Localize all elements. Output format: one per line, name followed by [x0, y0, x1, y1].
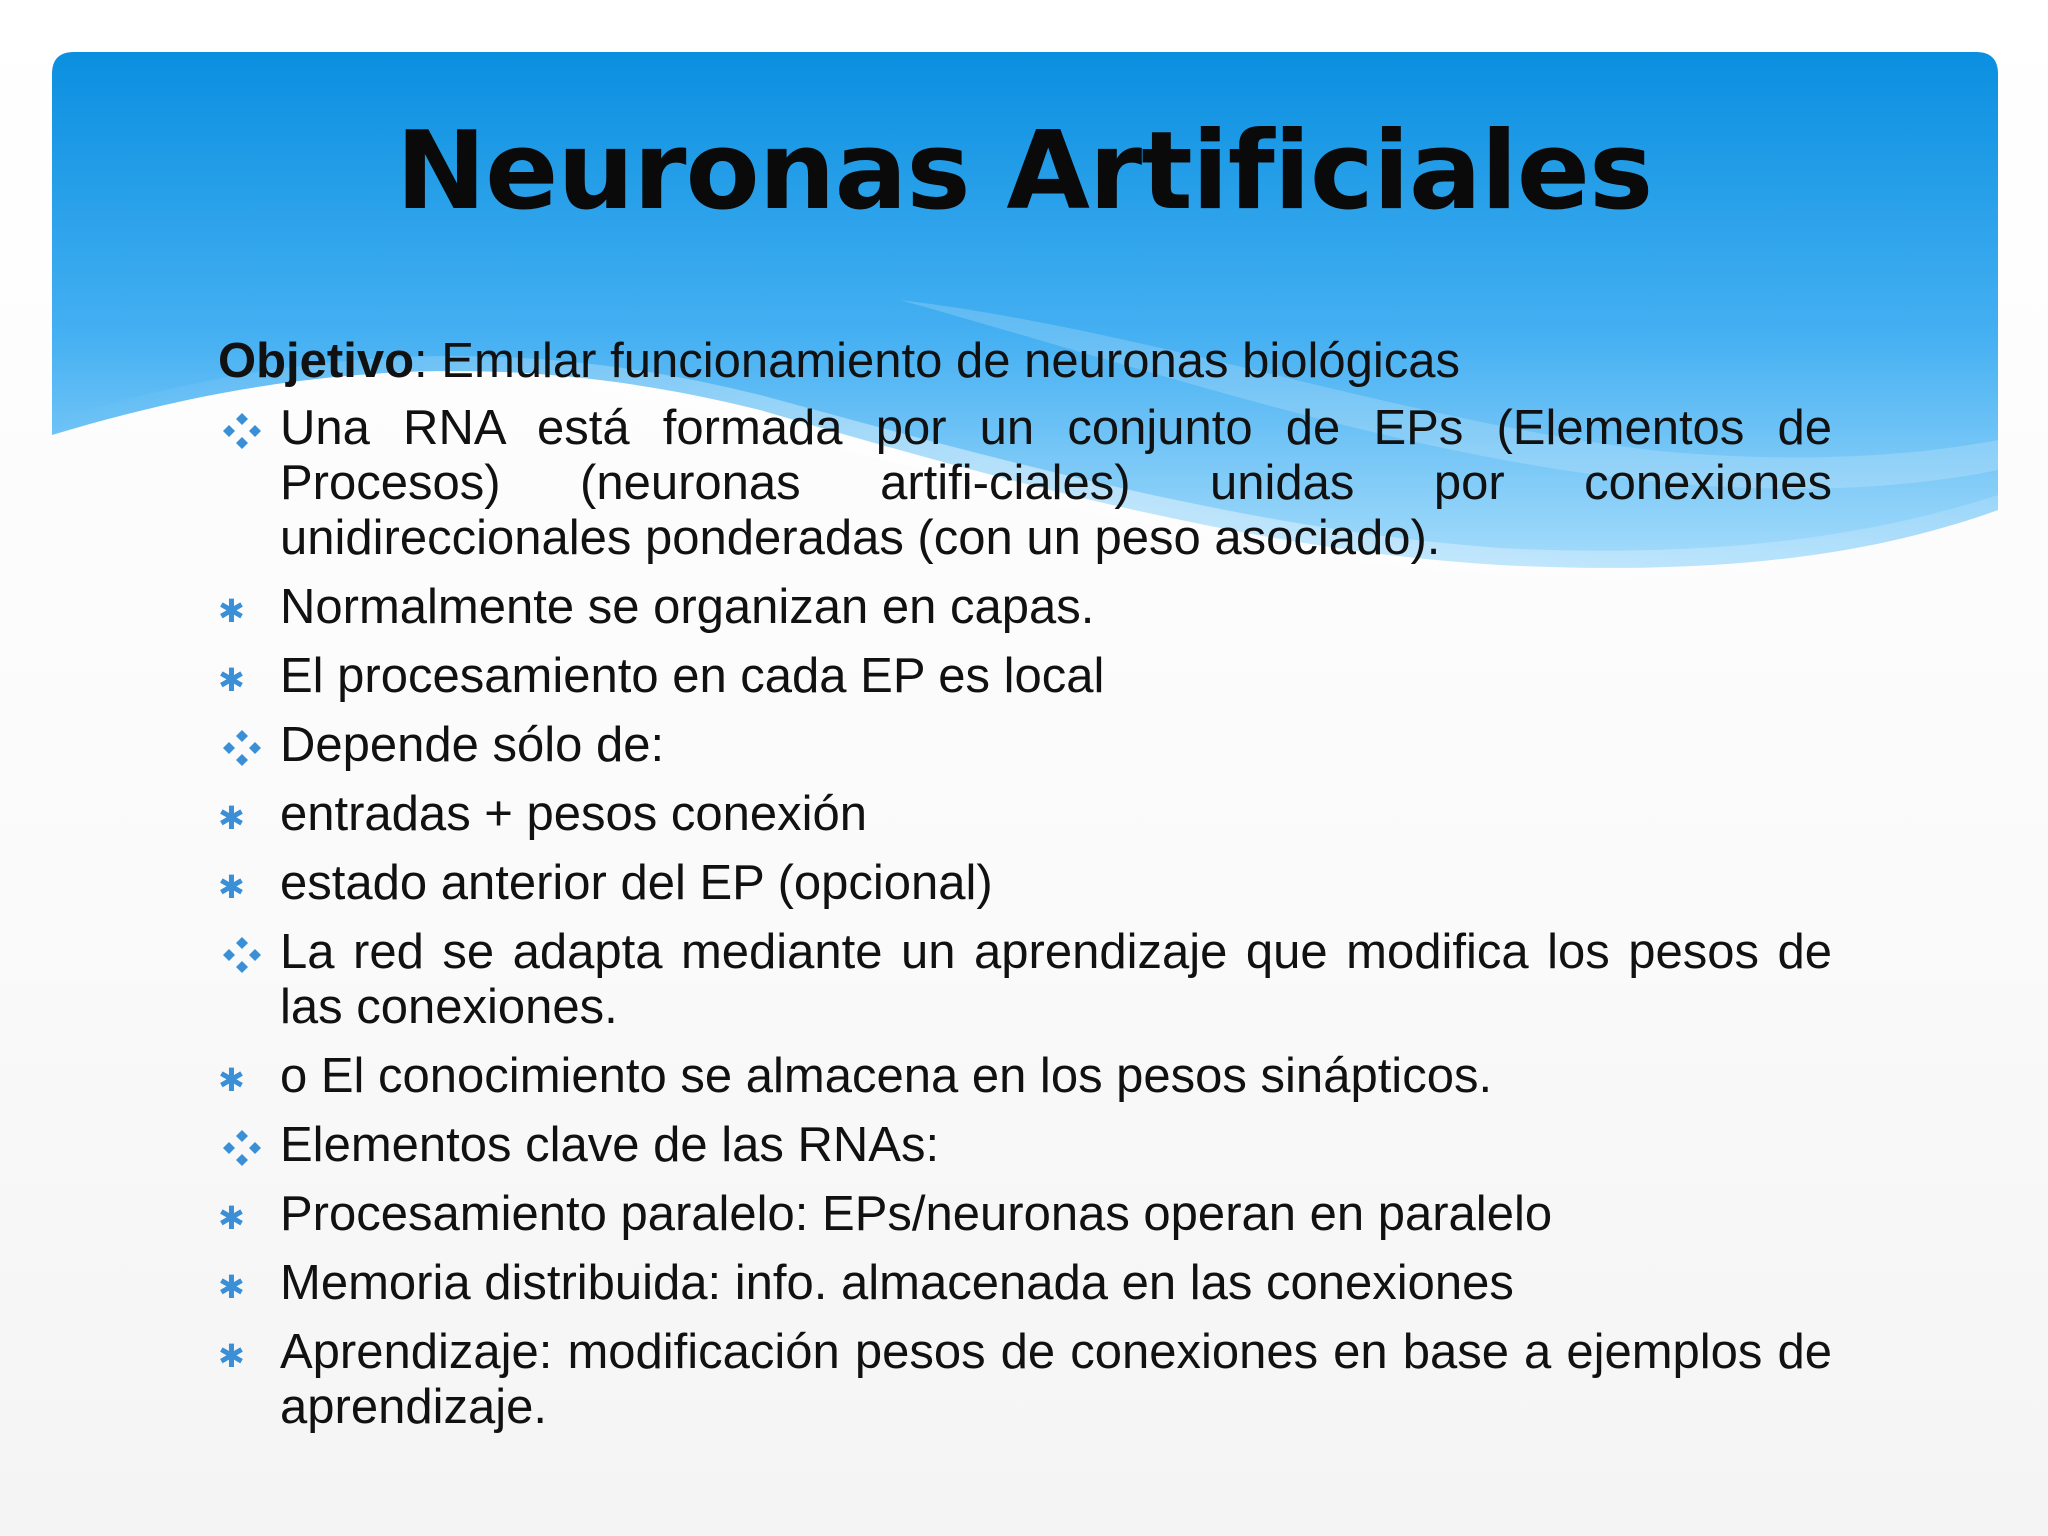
bullet-text: Aprendizaje: modificación pesos de conexiones en base a ejemplos de aprendizaje. — [280, 1325, 1832, 1434]
bullet-item — [218, 1187, 1832, 1242]
slide-body — [218, 334, 1832, 1449]
diamond-icon — [218, 401, 268, 456]
bullet-text: El procesamiento en cada EP es local — [280, 649, 1105, 703]
bullet-text: Elementos clave de las RNAs: — [280, 1118, 940, 1172]
bullet-item — [218, 925, 1832, 1035]
asterisk-icon: ✱ — [218, 1268, 245, 1306]
asterisk-icon: ✱ — [218, 868, 245, 906]
diamond-icon — [218, 925, 268, 980]
bullet-item — [218, 1049, 1832, 1104]
bullet-text: Normalmente se organizan en capas. — [280, 580, 1095, 634]
slide-title: Neuronas Artificiales — [395, 109, 1653, 234]
asterisk-icon: ✱ — [218, 661, 245, 699]
asterisk-icon: ✱ — [218, 1337, 245, 1375]
asterisk-icon: ✱ — [218, 799, 245, 837]
bullet-item — [218, 580, 1832, 635]
objective-label: Objetivo — [218, 334, 415, 388]
diamond-icon — [218, 1118, 268, 1173]
bullet-text: entradas + pesos conexión — [280, 787, 868, 841]
bullet-item — [218, 401, 1832, 566]
bullet-text: La red se adapta mediante un aprendizaje que modifica los pesos de las conexiones. — [280, 925, 1832, 1034]
asterisk-icon: ✱ — [218, 592, 245, 630]
bullet-item — [218, 1325, 1832, 1435]
asterisk-icon: ✱ — [218, 1199, 245, 1237]
bullet-text: Depende sólo de: — [280, 718, 665, 772]
bullet-text: Una RNA está formada por un conjunto de EPs (Elementos de Procesos) (neuronas artifi-ciales) unidas por conexiones unidireccionales ponderadas (con un peso asociado). — [280, 401, 1832, 565]
diamond-icon — [218, 718, 268, 773]
bullet-list — [218, 401, 1832, 1435]
bullet-item — [218, 649, 1832, 704]
bullet-text: o El conocimiento se almacena en los pesos sinápticos. — [280, 1049, 1493, 1103]
objective-line — [218, 334, 1832, 389]
bullet-item — [218, 856, 1832, 911]
bullet-item — [218, 1256, 1832, 1311]
bullet-item — [218, 787, 1832, 842]
bullet-text: Memoria distribuida: info. almacenada en las conexiones — [280, 1256, 1514, 1310]
bullet-text: Procesamiento paralelo: EPs/neuronas operan en paralelo — [280, 1187, 1553, 1241]
bullet-text: estado anterior del EP (opcional) — [280, 856, 993, 910]
bullet-item — [218, 1118, 1832, 1173]
asterisk-icon: ✱ — [218, 1061, 245, 1099]
bullet-item — [218, 718, 1832, 773]
objective-text: : Emular funcionamiento de neuronas biológicas — [414, 334, 1460, 388]
